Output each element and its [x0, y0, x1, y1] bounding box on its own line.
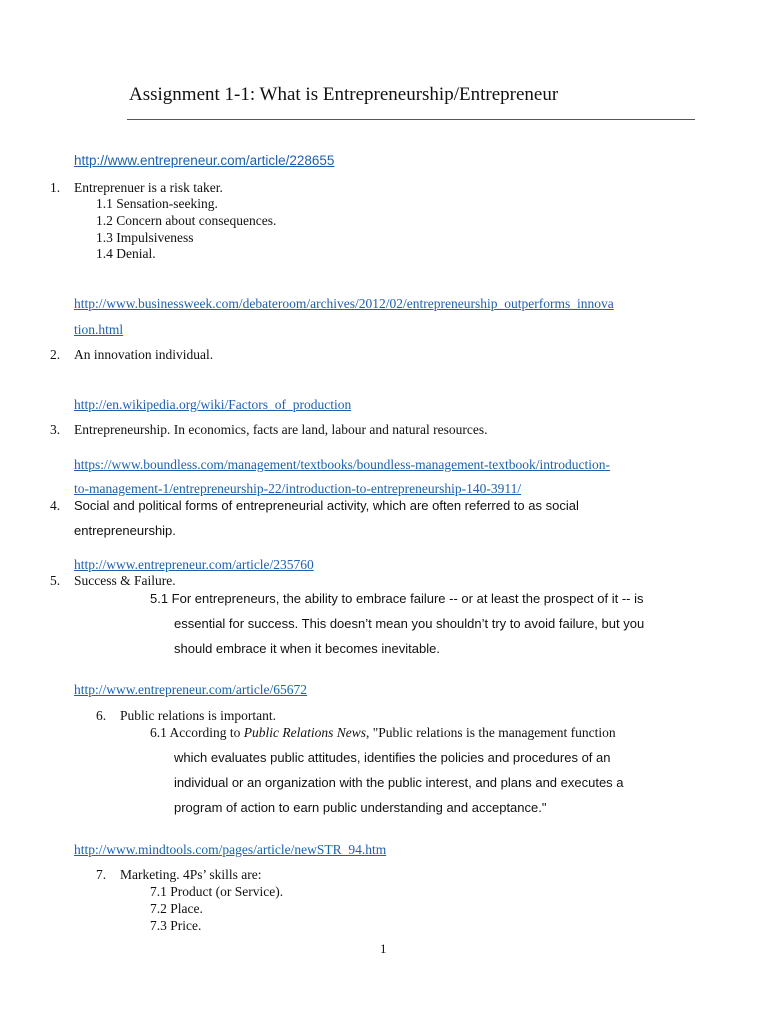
list-number: 6.	[96, 708, 107, 723]
sub-item: 7.2 Place.	[150, 901, 203, 916]
sub-item-suffix: , "Public relations is the management function	[366, 725, 616, 740]
list-item-text-cont: entrepreneurship.	[74, 523, 176, 538]
sub-item: 7.1 Product (or Service).	[150, 884, 284, 899]
list-item-text: Public relations is important.	[120, 708, 276, 723]
link-wikipedia-factors[interactable]: http://en.wikipedia.org/wiki/Factors_of_production	[74, 397, 352, 412]
link-mindtools[interactable]: http://www.mindtools.com/pages/article/newSTR_94.htm	[74, 842, 387, 857]
title-underline	[127, 119, 695, 120]
list-item-text: Success & Failure.	[74, 573, 176, 588]
sub-item-cont: which evaluates public attitudes, identifies the policies and procedures of an	[174, 750, 611, 765]
page-number: 1	[380, 941, 387, 956]
sub-item-cont: individual or an organization with the public interest, and plans and executes a	[174, 775, 624, 790]
list-number: 4.	[50, 498, 61, 513]
sub-item: 7.3 Price.	[150, 918, 202, 933]
link-entrepreneur-65672[interactable]: http://www.entrepreneur.com/article/65672	[74, 682, 308, 697]
sub-item: 5.1 For entrepreneurs, the ability to embrace failure -- or at least the prospect of it -- is	[150, 591, 644, 606]
link-entrepreneur-235760[interactable]: http://www.entrepreneur.com/article/235760	[74, 557, 314, 572]
publication-name: Public Relations News	[243, 725, 366, 740]
sub-item-cont: program of action to earn public understanding and acceptance."	[174, 800, 547, 815]
sub-item-prefix: 6.1 According to	[150, 725, 244, 740]
link-businessweek-line2[interactable]: tion.html	[74, 322, 124, 337]
sub-item-cont: should embrace it when it becomes inevitable.	[174, 641, 440, 656]
list-number: 1.	[50, 180, 61, 195]
list-number: 5.	[50, 573, 61, 588]
list-number: 3.	[50, 422, 61, 437]
list-number: 2.	[50, 347, 61, 362]
sub-item-cont: essential for success. This doesn’t mean you shouldn’t try to avoid failure, but you	[174, 616, 645, 631]
sub-item: 1.1 Sensation-seeking.	[96, 196, 218, 211]
sub-item: 1.4 Denial.	[96, 246, 156, 261]
list-item-text: Entreprenuer is a risk taker.	[74, 180, 223, 195]
link-boundless-line1[interactable]: https://www.boundless.com/management/textbooks/boundless-management-textbook/introduction-	[74, 457, 611, 472]
link-businessweek-line1[interactable]: http://www.businessweek.com/debateroom/archives/2012/02/entrepreneurship_outperforms_innova	[74, 296, 614, 311]
sub-item: 1.2 Concern about consequences.	[96, 213, 277, 228]
list-item-text: An innovation individual.	[74, 347, 214, 362]
link-entrepreneur-228655[interactable]: http://www.entrepreneur.com/article/228655	[74, 153, 335, 168]
list-item-text: Entrepreneurship. In economics, facts are land, labour and natural resources.	[74, 422, 488, 437]
sub-item	[150, 725, 616, 741]
document-title: Assignment 1-1: What is Entrepreneurship/Entrepreneur	[129, 84, 559, 105]
list-item-text: Marketing. 4Ps’ skills are:	[120, 867, 262, 882]
list-number: 7.	[96, 867, 107, 882]
link-boundless-line2[interactable]: to-management-1/entrepreneurship-22/introduction-to-entrepreneurship-140-3911/	[74, 481, 522, 496]
sub-item: 1.3 Impulsiveness	[96, 230, 194, 245]
list-item-text: Social and political forms of entrepreneurial activity, which are often referred to as social	[74, 498, 579, 513]
